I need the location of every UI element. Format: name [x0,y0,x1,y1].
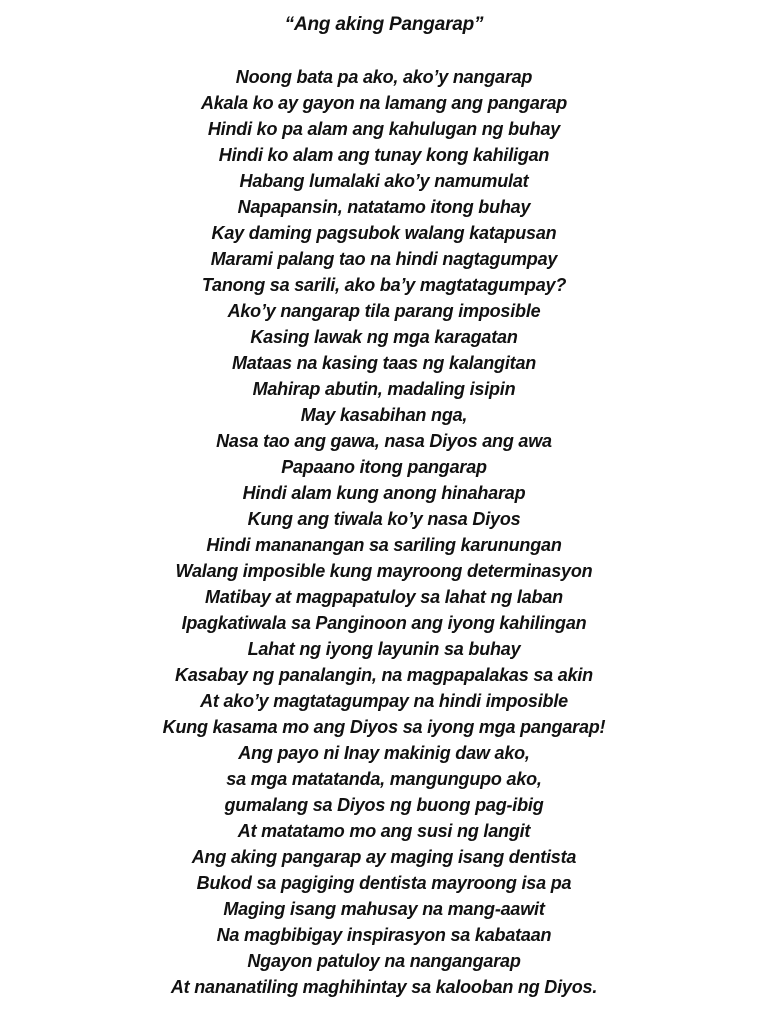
poem-line: May kasabihan nga, [300,405,468,425]
poem-line: Tanong sa sarili, ako ba’y magtatagumpay? [201,275,567,295]
poem-line: Marami palang tao na hindi nagtagumpay [210,249,558,269]
poem-line: Kasing lawak ng mga karagatan [250,327,518,347]
poem-line: Maging isang mahusay na mang-aawit [223,899,545,919]
poem-line: Ngayon patuloy na nangangarap [247,951,521,971]
poem-line: sa mga matatanda, mangungupo ako, [226,769,542,789]
poem-title: “Ang aking Pangarap” [284,14,484,35]
poem-line: Kay daming pagsubok walang katapusan [211,223,557,243]
poem-line: Na magbibigay inspirasyon sa kabataan [216,925,552,945]
poem-line: Kasabay ng panalangin, na magpapalakas sa akin [175,665,593,685]
poem-line: Walang imposible kung mayroong determinasyon [175,561,593,581]
poem-line: Hindi ko alam ang tunay kong kahiligan [218,145,550,165]
poem-line: Hindi ko pa alam ang kahulugan ng buhay [207,119,561,139]
poem-line: Habang lumalaki ako’y namumulat [239,171,529,191]
poem-line: Papaano itong pangarap [281,457,487,477]
poem-line: Mataas na kasing taas ng kalangitan [231,353,537,373]
poem-line: Kung ang tiwala ko’y nasa Diyos [247,509,521,529]
poem-body [0,64,768,1000]
poem-line: At nananatiling maghihintay sa kalooban ng Diyos. [170,977,598,997]
poem-line: Hindi mananangan sa sariling karunungan [206,535,562,555]
poem-line: Mahirap abutin, madaling isipin [252,379,516,399]
poem-line: Napapansin, natatamo itong buhay [237,197,531,217]
poem-line: Bukod sa pagiging dentista mayroong isa pa [196,873,572,893]
poem-line: Ako’y nangarap tila parang imposible [227,301,541,321]
poem-line: At ako’y magtatagumpay na hindi imposible [200,691,568,711]
poem-line: Kung kasama mo ang Diyos sa iyong mga pangarap! [162,717,606,737]
poem-line: Hindi alam kung anong hinaharap [242,483,526,503]
poem-line: Akala ko ay gayon na lamang ang pangarap [200,93,568,113]
poem-line: Matibay at magpapatuloy sa lahat ng laban [205,587,563,607]
poem-line: Nasa tao ang gawa, nasa Diyos ang awa [216,431,552,451]
poem-line: Ang aking pangarap ay maging isang dentista [191,847,577,867]
poem-line: Ipagkatiwala sa Panginoon ang iyong kahilingan [181,613,587,633]
poem-line: At matatamo mo ang susi ng langit [237,821,531,841]
poem-line: Lahat ng iyong layunin sa buhay [247,639,521,659]
poem-line: Noong bata pa ako, ako’y nangarap [235,67,533,87]
poem-line: Ang payo ni Inay makinig daw ako, [238,743,530,763]
poem-line: gumalang sa Diyos ng buong pag-ibig [224,795,544,815]
